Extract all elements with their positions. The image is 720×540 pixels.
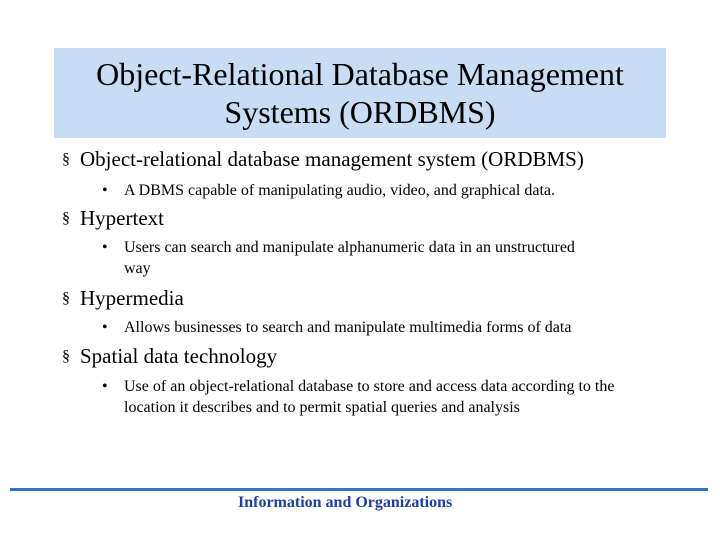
dot-bullet-icon: •	[102, 378, 108, 395]
dot-bullet-icon: •	[102, 239, 108, 256]
bullet-item-spatial-data	[62, 344, 277, 369]
sub-bullet-text: Allows businesses to search and manipulate multimedia forms of data	[124, 319, 572, 336]
square-bullet-icon: §	[62, 290, 70, 307]
bullet-item-text: Hypermedia	[80, 286, 184, 310]
bullet-item-hypermedia	[62, 286, 184, 311]
slide-title-line-2: Systems (ORDBMS)	[224, 94, 496, 130]
footer-title: Information and Organizations	[238, 494, 453, 511]
sub-bullet-item	[104, 237, 589, 279]
footer-divider	[233, 488, 708, 491]
footer-divider-left	[10, 488, 233, 491]
slide-title-box	[54, 48, 666, 138]
dot-bullet-icon: •	[102, 319, 108, 336]
slide-title-line-1: Object-Relational Database Management	[96, 56, 624, 92]
sub-bullet-item	[104, 317, 720, 338]
sub-bullet-text: Users can search and manipulate alphanumeric data in an unstructured way	[124, 239, 575, 277]
dot-bullet-icon: •	[102, 182, 108, 199]
bullet-item-ordbms	[62, 147, 584, 172]
sub-bullet-text: A DBMS capable of manipulating audio, video, and graphical data.	[124, 182, 555, 199]
bullet-item-hypertext	[62, 206, 164, 231]
sub-bullet-item	[104, 376, 669, 418]
sub-bullet-item	[104, 180, 704, 201]
square-bullet-icon: §	[62, 348, 70, 365]
square-bullet-icon: §	[62, 210, 70, 227]
sub-bullet-text: Use of an object-relational database to store and access data according to the location it describes and to permit spatial queries and analysis	[124, 378, 615, 416]
square-bullet-icon: §	[62, 151, 70, 168]
bullet-item-text: Spatial data technology	[80, 344, 278, 368]
bullet-item-text: Object-relational database management system (ORDBMS)	[80, 147, 584, 171]
bullet-item-text: Hypertext	[80, 206, 164, 230]
